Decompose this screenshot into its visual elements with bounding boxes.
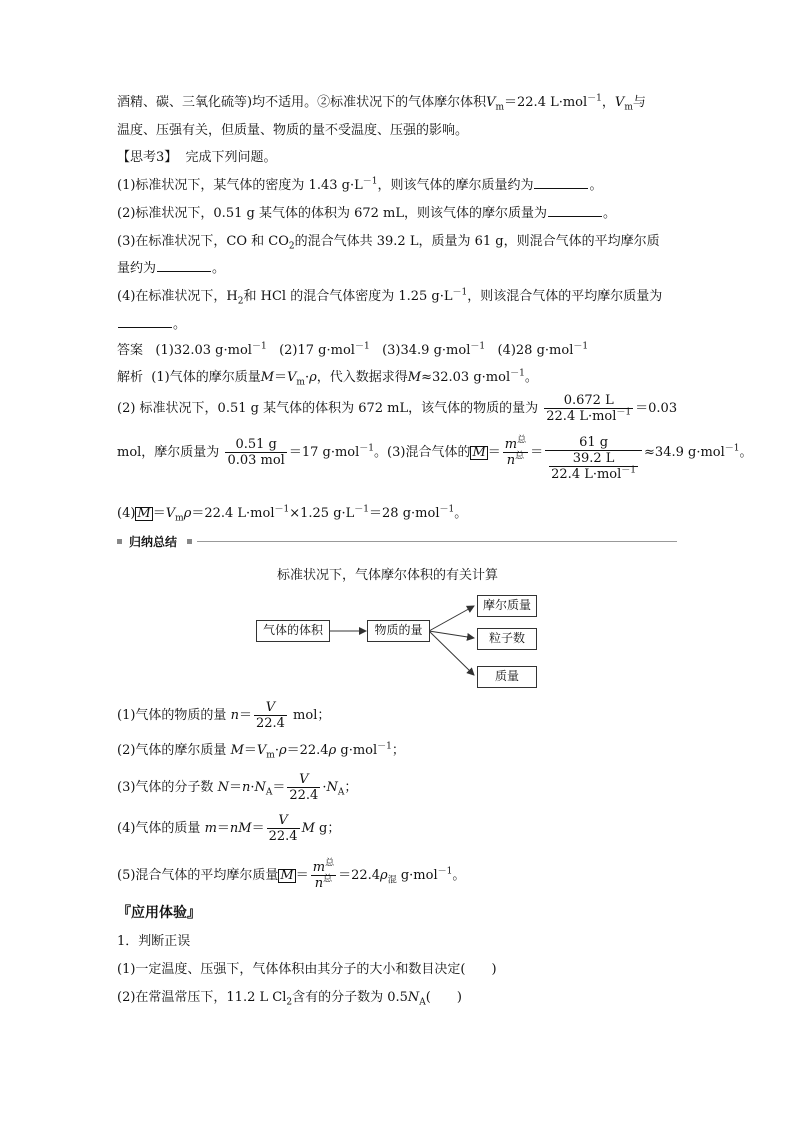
diagram-title: 标准状况下，气体摩尔体积的有关计算 [277, 568, 499, 583]
formula-4: (4)气体的质量 m＝nM＝ $\frac{V}{22.4}$ M g； [117, 813, 341, 844]
intro-line-2: 温度、压强有关，但质量、物质的量不受温度、压强的影响。 [117, 123, 469, 138]
practice-title: 『应用体验』 [117, 905, 201, 921]
formula-3: (3)气体的分子数 $N=n\cdot N_A=$ $\frac{V}{22.4}$ $\cdot N_A$； [117, 772, 358, 803]
answer-line: 答案 (1)32.03 g·mol$^{-1}$ (2)17 g·mol$^{-1}$ (3)34.9 g·mol$^{-1}$ (4)28 g·mol$^{-1}$ [117, 341, 589, 358]
arrow-amount-to-molar-mass [429, 606, 474, 631]
mean-molar-mass-symbol: M [137, 506, 151, 521]
fraction: $\frac{m^总}{n^总}$ [504, 435, 527, 468]
fraction: $\frac{0.51 g}{\text{0.03 mol}}$ [227, 437, 285, 468]
think-question-3-cont: 量约为 。 [117, 261, 226, 276]
formula-5: (5)混合气体的平均摩尔质量 M ＝ $\frac{m^总}{n^总}$ $=22.4\rho_混$ g·mol$^{-1}$。 [117, 858, 466, 891]
box-molar-mass: 摩尔质量 [477, 595, 537, 617]
compound-fraction: $\frac{61 g}{\frac{39.2 L}{22.4 L\cdot mol^{-1}}}$ [545, 435, 642, 482]
box-amount-of-substance: 物质的量 [367, 620, 430, 642]
mean-molar-mass-symbol: M [280, 868, 294, 883]
think-question-4: (4)在标准状况下，$H_2$和 HCl 的混合气体密度为 1.25 $g\cdot L^{-1}$，则该混合气体的平均摩尔质量为 [117, 287, 663, 307]
mean-molar-mass-symbol: M [472, 445, 486, 460]
practice-heading: 1．判断正误 [117, 934, 191, 949]
analysis-line-1: 解析 (1)气体的摩尔质量$M=V_m\cdot\rho$，代入数据求得M≈32.03 g·mol$^{-1}$。 [117, 368, 538, 388]
think-question-1: (1)标准状况下，某气体的密度为 1.43 $g\cdot L^{-1}$，则该气体的摩尔质量约为 。 [117, 176, 603, 193]
section-title: 归纳总结 [129, 535, 178, 549]
analysis-line-3: mol，摩尔质量为 $\frac{0.51 g}{\text{0.03 mol}}$ ＝17 g·mol$^{-1}$。(3)混合气体的 M ＝ $\frac{m^总}{n^总}$ ＝ $\frac{61 g}{\frac{39.2 L}{22.4 L\cdot mol^{-1}}}$ ≈34.9 g·mol$^{-1}$。 [117, 435, 753, 482]
box-mass: 质量 [477, 666, 537, 688]
think-question-2: (2)标准状况下，0.51 g 某气体的体积为 672 mL，则该气体的摩尔质量为 。 [117, 206, 616, 221]
think-question-4-cont: 。 [117, 315, 186, 335]
arrow-amount-to-mass [429, 631, 474, 675]
formula-2: (2)气体的摩尔质量 $M=V_m\cdot\rho=22.4\rho$ g·mol$^{-1}$； [117, 741, 405, 761]
analysis-line-2: (2) 标准状况下，0.51 g 某气体的体积为 672 mL，该气体的物质的量为 $\frac{0.672 L}{22.4 L\cdot mol^{-1}}$ ＝0.03 [117, 393, 678, 424]
practice-question-1: (1)一定温度、压强下，气体体积由其分子的大小和数目决定( ) [117, 962, 497, 977]
box-particles: 粒子数 [477, 628, 537, 650]
analysis-line-4: (4) $M =V_m\rho=22.4$ L·mol$^{-1}$×1.25 $g\cdot L^{-1}=28$ g·mol$^{-1}$。 [117, 504, 468, 524]
intro-line-1: 酒精、碳、三氧化硫等)均不适用。②标准状况下的气体摩尔体积$V_m=22.4$ L·mol$^{-1}$，$V_m$与 [117, 93, 646, 113]
practice-question-2: (2)在常温常压下，11.2 L $Cl_2$含有的分子数为 $0.5N_A$( ) [117, 990, 462, 1008]
formula-1: (1)气体的物质的量 n＝ $\frac{V}{22.4}$ mol； [117, 700, 331, 731]
think-question-3: (3)在标准状况下，CO 和 $CO_2$的混合气体共 39.2 L，质量为 61 g，则混合气体的平均摩尔质 [117, 234, 660, 252]
fraction: $\frac{0.672 L}{22.4 L\cdot mol^{-1}}$ [546, 393, 632, 424]
think-heading: 【思考3】 完成下列问题。 [117, 150, 277, 165]
box-gas-volume: 气体的体积 [256, 620, 330, 642]
